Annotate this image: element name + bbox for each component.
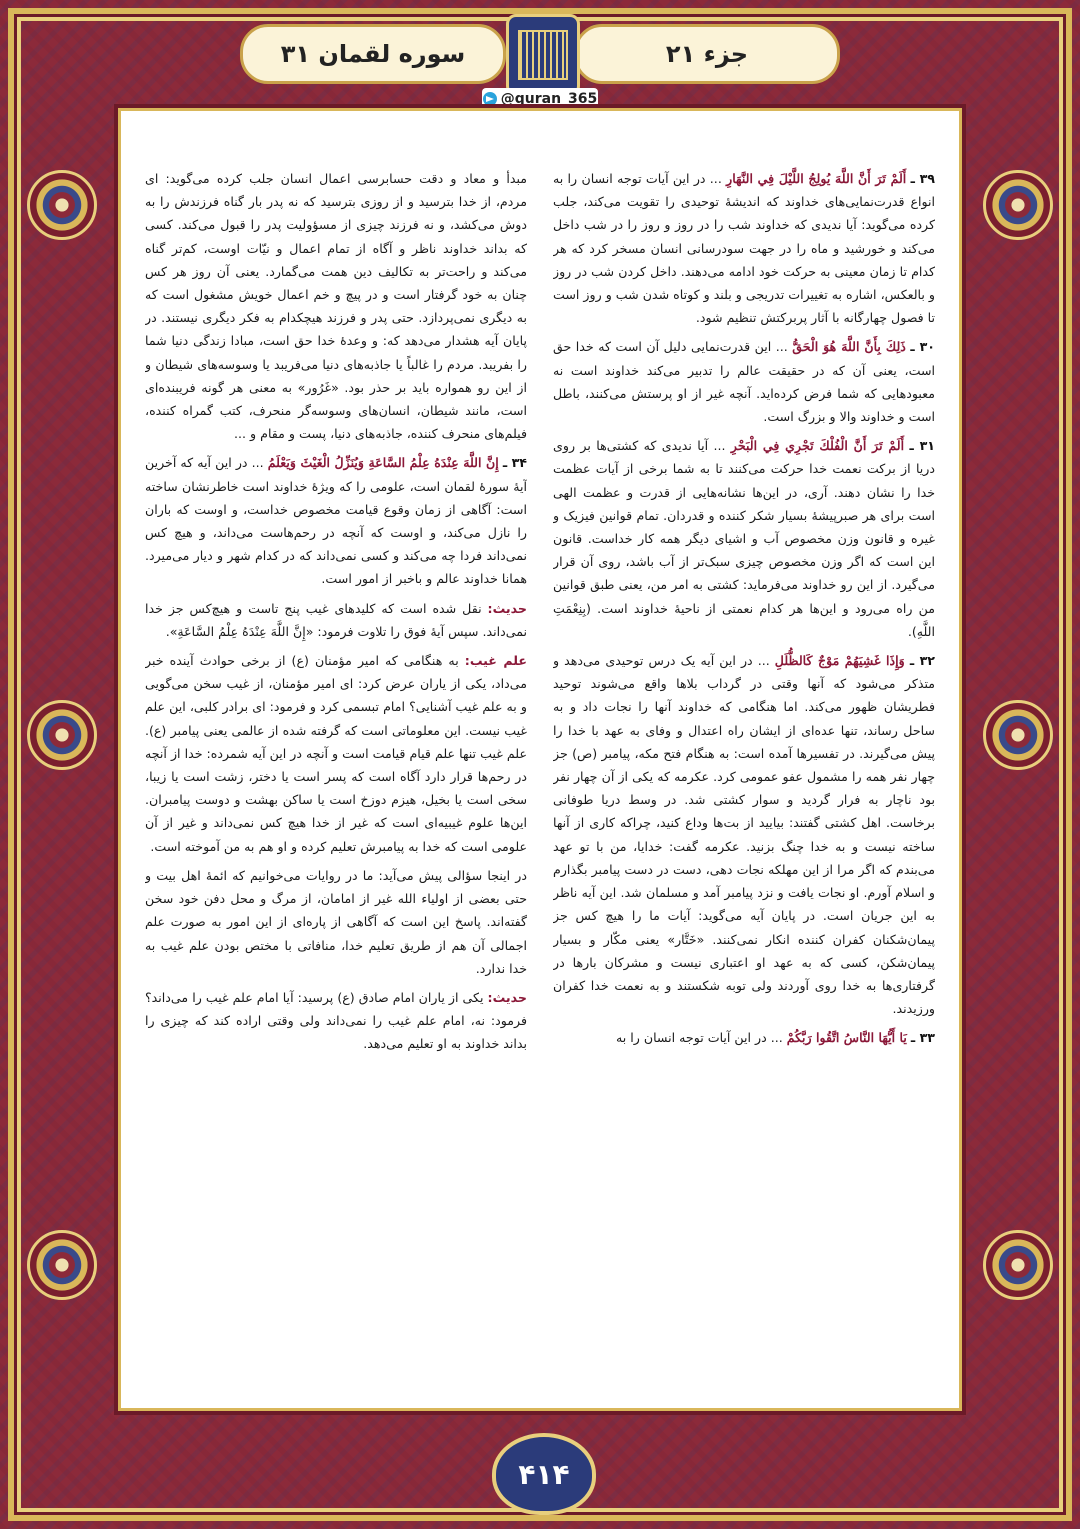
telegram-icon [483, 92, 497, 106]
verse-number: ۳۱ ـ [909, 438, 935, 454]
verse-arabic: يَا أَيُّهَا النَّاسُ اتَّقُوا رَبَّكُمْ [786, 1030, 907, 1046]
commentary-text: مبدأ و معاد و دقت حسابرسی اعمال انسان جلب کرده می‌گوید: ای مردم، از خدا بترسید و از روزی بترسید که نه پدر بار گناه فرزندش را به دوش می‌کشد، و نه فرزند چیزی از مسؤولیت پدر را قبول می‌کند. کسی که بداند خداوند ناظر و آگاه از تمام اعمال و نیّات اوست، کم‌تر گناه می‌کند و راحت‌تر به تکالیف دین همت می‌گمارد. یعنی آن روز هر کس چنان به خود گرفتار است و در پیچ و خم اعمال خویش مشغول است که به دیگری نمی‌پردازد. حتی پدر و فرزند هیچکدام به فکر دیگری نیستند. در پایان آیه هشدار می‌دهد که: و وعدهٔ خدا حق است، مبادا زندگی دنیا شما را بفریبد. مردم را غالباً یا جاذبه‌های دنیا می‌فریبد یا وسوسه‌های شیطان و از این رو همواره باید بر حذر بود. «غَرُور» به معنی هر گونه فریبنده‌ای است، مانند شیطان، انسان‌های وسوسه‌گر منحرف، کتب گمراه کننده، فیلم‌های منحرف کننده، جاذبه‌های دنیا، پست و مقام و ... [145, 171, 527, 442]
commentary-text: به هنگامی که امیر مؤمنان (ع) از برخی حوادث آینده خبر می‌داد، یکی از یاران عرض کرد: ای امیر مؤمنان، از غیب سخن می‌گویی و به علم غیب آشنایی؟ امام تبسمی کرد و فرمود: ای برادر کلبی، این علم غیب نیست. این معلوماتی است که گرفته شده از عالمی یعنی پیامبر (ع). علم غیب تنها علم قیام قیامت است و آنچه در این آیه شمرده: خدا از آنچه در رحم‌ها قرار دارد آگاه است که پسر است یا دختر، زشت است یا زیبا، سخی است یا بخیل، هیزم دوزخ است یا ساکن بهشت و دوست پیامبران. این‌ها علوم غیبیه‌ای است که غیر از خدا هیچ کس نمی‌داند و غیر از آن علومی است که خدا به پیامبرش تعلیم کرده و او هم به من آموخته است. [145, 653, 527, 854]
commentary-text: نقل شده است که کلیدهای غیب پنج تاست و هیچ‌کس جز خدا نمی‌داند. سپس آیهٔ فوق را تلاوت فرمود: «إِنَّ اللَّهَ عِنْدَهُ عِلْمُ السَّاعَةِ». [145, 600, 527, 639]
commentary-text: ... در این آیات توجه انسان را به [615, 1030, 787, 1046]
verse-number: ۳۳ ـ [910, 1030, 935, 1046]
commentary-text: ... آیا ندیدی که کشتی‌ها بر روی دریا از برکت نعمت خدا حرکت می‌کنند تا به شما برخی از آیات عظمت خدا را نشان دهند. آری، در این‌ها نشانه‌هایی از قدرت و عظمت الهی است برای هر صبرپیشهٔ بسیار شکر کننده و قدردان. تمام قوانین فیزیک و غیره و قانون وزن مخصوص آب و اشیای دیگر همه کار خداست. قانون این است که اگر وزن مخصوص چیزی سبک‌تر از آب باشد، روی آن قرار می‌گیرد. از این رو خداوند می‌فرماید: کشتی به امر من، یعنی طبق قوانین من راه می‌رود و این‌ها هر کدام نعمتی از ناحیهٔ خداوند است. (بِنِعْمَتِ اللَّهِ). [553, 438, 935, 639]
commentary-paragraph [553, 1026, 935, 1049]
page-number: ۴۱۴ [492, 1433, 596, 1515]
commentary-paragraph [145, 167, 527, 445]
commentary-text: در اینجا سؤالی پیش می‌آید: ما در روایات می‌خوانیم که ائمهٔ اهل بیت و حتی بعضی از اولیاء الله غیر از امامان، از مرگ و محل دفن خود سخن گفته‌اند. پاسخ این است که آگاهی از پاره‌ای از این امور به صورت علم اجمالی آن هم از طریق تعلیم خدا، منافاتی با مختص بودن علم غیب به خدا ندارد. [145, 867, 527, 976]
section-label: علم غیب: [464, 653, 527, 669]
verse-arabic: وَإِذَا غَشِيَهُمْ مَوْجٌ كَالظُّلَلِ [774, 653, 905, 669]
verse-number: ۳۹ ـ [910, 171, 935, 186]
ornament-medallion-right-mid [983, 700, 1053, 770]
right-column [553, 167, 935, 1384]
verse-arabic: أَلَمْ تَرَ أَنَّ اللَّهَ يُولِجُ اللَّيْلَ فِي النَّهَارِ [726, 171, 907, 186]
commentary-paragraph [553, 167, 935, 329]
section-label: حدیث: [487, 600, 527, 616]
juz-title: جزء ۲۱ [574, 24, 840, 84]
verse-number: ۳۰ ـ [910, 339, 935, 355]
commentary-paragraph [553, 649, 935, 1020]
commentary-text: ... این قدرت‌نمایی دلیل آن است که خدا حق است، یعنی آن که در حقیقت عالم را تدبیر می‌کند خداوند است نه معبودهایی که شما فرض کرده‌اید. آنچه غیر از او پرستش می‌کنند، باطل است و خداوند والا و بزرگ است. [553, 339, 935, 425]
ornament-medallion-left-mid [27, 700, 97, 770]
commentary-text: ... در این آیه یک درس توحیدی می‌دهد و متذکر می‌شود که آنها وقتی در گرداب بلاها واقع می‌شوند توحید فطریشان ظهور می‌کند. اما هنگامی که خداوند آنها را نجات داد و به ساحل رساند، تنها عده‌ای از ایشان راه اعتدال و وفای به عهد با خدا را پیش می‌گیرند. در تفسیرها آمده است: به هنگام فتح مکه، پیامبر (ص) جز چهار نفر همه را مشمول عفو عمومی کرد. عکرمه که یکی از آن چهار نفر بود ناچار به فرار گردید و سوار کشتی شد. در وسط دریا طوفانی برخاست. اهل کشتی گفتند: بیایید از بت‌ها وداع کنید، چراکه کاری از آنها ساخته نیست و به خدا چنگ بزنید. عکرمه گفت: خدایا، من با تو عهد می‌بندم که اگر مرا از این مهلکه نجات دهی، دست در دست پیامبر بگذارم و اسلام آورم. او نجات یافت و نزد پیامبر آمد و مسلمان شد. این آیه ناظر به این جریان است. در پایان آیه می‌گوید: آیات ما را هیچ کس جز پیمان‌شکنان کفران کننده انکار نمی‌کنند. «خَتَّار» یعنی مکّار و بسیار پیمان‌شکن، کسی که به عهد او اعتباری نیست و مشرکان بارها در گرفتاری‌ها به خدا روی آوردند ولی توبه شکستند و به نعمت خدا کفران ورزیدند. [553, 653, 935, 1017]
commentary-paragraph [145, 986, 527, 1056]
verse-number: ۳۲ ـ [909, 653, 935, 669]
page-header [250, 10, 830, 90]
commentary-paragraph [145, 451, 527, 590]
commentary-paragraph [145, 649, 527, 858]
ornament-medallion-right-top [983, 170, 1053, 240]
commentary-paragraph [553, 434, 935, 643]
text-columns [145, 167, 935, 1384]
commentary-text: ... در این آیه که آخرین آیهٔ سورهٔ لقمان است، علومی را که ویژهٔ خداوند است خاطرنشان ساخته است: آگاهی از زمان وقوع قیامت مخصوص خداست، و اوست که باران را نازل می‌کند، و اوست که آنچه در رحم‌هاست می‌داند، و هیچ کس نمی‌داند فردا چه می‌کند و کسی نمی‌داند که در کدام شهر و دیار می‌میرد. همانا خداوند عالم و باخبر از امور است. [145, 455, 527, 587]
verse-arabic: ذَلِكَ بِأَنَّ اللَّهَ هُوَ الْحَقُّ [792, 339, 906, 355]
text-panel [118, 108, 962, 1411]
verse-arabic: إِنَّ اللَّهَ عِنْدَهُ عِلْمُ السَّاعَةِ وَيُنَزِّلُ الْغَيْثَ وَيَعْلَمُ [267, 455, 499, 471]
section-label: حدیث: [487, 989, 527, 1005]
commentary-paragraph [553, 335, 935, 428]
ornament-medallion-left-bottom [27, 1230, 97, 1300]
commentary-paragraph [145, 597, 527, 643]
left-column [145, 167, 527, 1384]
channel-handle [482, 88, 598, 110]
verse-arabic: أَلَمْ تَرَ أَنَّ الْفُلْكَ تَجْرِي فِي الْبَحْرِ [730, 438, 905, 454]
commentary-text: ... در این آیات توجه انسان را به انواع قدرت‌نمایی‌های خداوند که اندیشهٔ توحیدی را تقویت می‌کند، جلب کرده می‌گوید: آیا ندیدی که خداوند شب را در روز و روز را در شب داخل می‌کند و خورشید و ماه را در جهت سودرسانی انسان مسخر کرد که هر کدام تا زمان معینی به حرکت خود ادامه می‌دهند. داخل کردن شب در روز و بالعکس، اشاره به تغییرات تدریجی و بلند و کوتاه شدن شب و روز است تا فصول چهارگانه با آثار پربرکتش تنظیم شود. [553, 171, 935, 326]
verse-number: ۳۴ ـ [502, 455, 527, 471]
ornament-medallion-left-top [27, 170, 97, 240]
ornament-medallion-right-bottom [983, 1230, 1053, 1300]
calligraphy-icon [518, 30, 568, 80]
commentary-paragraph [145, 864, 527, 980]
commentary-text: یکی از یاران امام صادق (ع) پرسید: آیا امام علم غیب را می‌داند؟ فرمود: نه، امام علم غیب را نمی‌داند ولی وقتی اراده کند که چیزی را بداند خداوند به او تعلیم می‌دهد. [145, 989, 527, 1052]
emblem-icon [506, 14, 580, 96]
channel-handle-text: @quran_365 [500, 91, 598, 107]
surah-title: سوره لقمان ۳۱ [240, 24, 506, 84]
